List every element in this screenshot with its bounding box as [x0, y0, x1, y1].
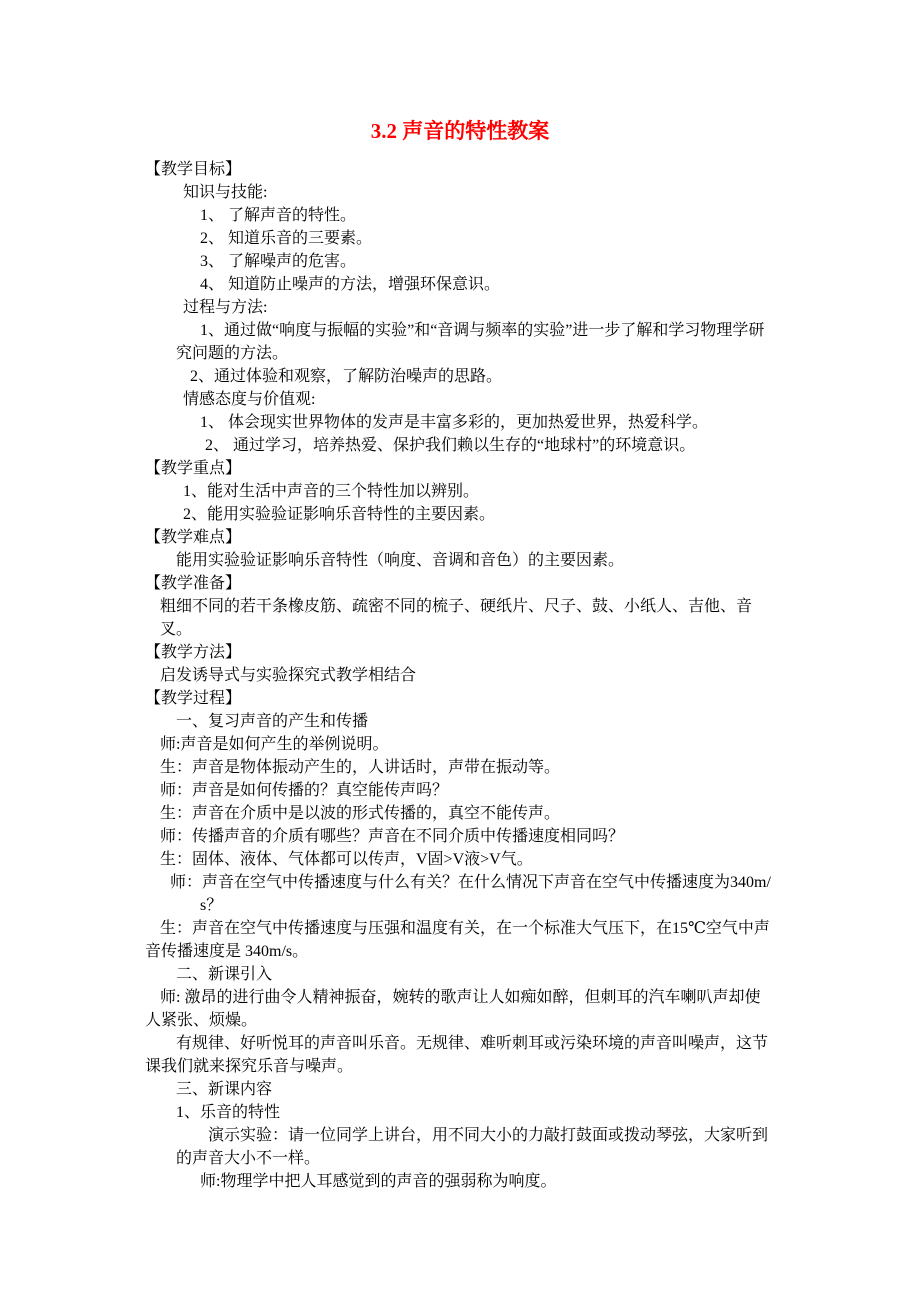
paragraph: 有规律、好听悦耳的声音叫乐音。无规律、难听刺耳或污染环境的声音叫噪声，这节课我们就来探究乐音与噪声。	[145, 1035, 769, 1075]
paragraph: 粗细不同的若干条橡皮筋、疏密不同的梳子、硬纸片、尺子、鼓、小纸人、吉他、音叉。	[160, 598, 753, 638]
paragraph: 知识与技能:	[183, 184, 268, 201]
document-title: 3.2 声音的特性教案	[370, 119, 550, 143]
paragraph: 启发诱导式与实验探究式教学相结合	[160, 667, 417, 684]
paragraph: 1、乐音的特性	[176, 1104, 281, 1121]
paragraph: 生：声音在空气中传播速度与压强和温度有关，在一个标准大气压下，在15℃空气中声音传播速度是 340m/s。	[145, 920, 770, 960]
paragraph: 师：声音是如何传播的？真空能传声吗？	[160, 782, 449, 799]
paragraph: 师:物理学中把人耳感觉到的声音的强弱称为响度。	[200, 1173, 557, 1190]
paragraph: 生：声音是物体振动产生的，人讲话时，声带在振动等。	[160, 759, 561, 776]
paragraph: 1、 体会现实世界物体的发声是丰富多彩的，更加热爱世界，热爱科学。	[200, 414, 709, 431]
paragraph: 【教学准备】	[145, 575, 242, 592]
paragraph: 【教学目标】	[145, 161, 242, 178]
paragraph: 2、 通过学习，培养热爱、保护我们赖以生存的“地球村”的环境意识。	[205, 437, 696, 454]
paragraph: 过程与方法:	[183, 299, 268, 316]
paragraph: 【教学难点】	[145, 529, 242, 546]
paragraph: 【教学重点】	[145, 460, 242, 477]
document-body	[145, 158, 775, 1193]
paragraph: 生：固体、液体、气体都可以传声，V固>V液>V气。	[160, 851, 533, 868]
paragraph: 能用实验验证影响乐音特性（响度、音调和音色）的主要因素。	[176, 552, 625, 569]
paragraph: 【教学方法】	[145, 644, 242, 661]
paragraph: 师: 激昂的进行曲令人精神振奋，婉转的歌声让人如痴如醉，但刺耳的汽车喇叭声却使人紧张、烦燥。	[145, 989, 761, 1029]
paragraph: 4、 知道防止噪声的方法，增强环保意识。	[200, 276, 501, 293]
paragraph: 2、 知道乐音的三要素。	[200, 230, 373, 247]
paragraph: 二、新课引入	[176, 966, 273, 983]
paragraph: 3、 了解噪声的危害。	[200, 253, 357, 270]
paragraph: 1、 了解声音的特性。	[200, 207, 357, 224]
paragraph: 2、通过体验和观察，了解防治噪声的思路。	[190, 368, 503, 385]
paragraph: 【教学过程】	[145, 690, 242, 707]
paragraph: 演示实验：请一位同学上讲台，用不同大小的力敲打鼓面或拨动琴弦，大家听到的声音大小不一样。	[176, 1127, 769, 1167]
paragraph: 2、能用实验验证影响乐音特性的主要因素。	[183, 506, 496, 523]
paragraph: 一、复习声音的产生和传播	[176, 713, 369, 730]
paragraph: 1、通过做“响度与振幅的实验”和“音调与频率的实验”进一步了解和学习物理学研究问题的方法。	[176, 322, 765, 362]
paragraph: 1、能对生活中声音的三个特性加以辨别。	[183, 483, 480, 500]
paragraph: 师：声音在空气中传播速度与什么有关？在什么情况下声音在空气中传播速度为340m/s？	[170, 874, 771, 914]
paragraph: 生：声音在介质中是以波的形式传播的，真空不能传声。	[160, 805, 561, 822]
paragraph: 师：传播声音的介质有哪些？声音在不同介质中传播速度相同吗？	[160, 828, 625, 845]
paragraph: 三、新课内容	[176, 1081, 273, 1098]
paragraph: 情感态度与价值观:	[183, 391, 316, 408]
paragraph: 师:声音是如何产生的举例说明。	[160, 736, 389, 753]
